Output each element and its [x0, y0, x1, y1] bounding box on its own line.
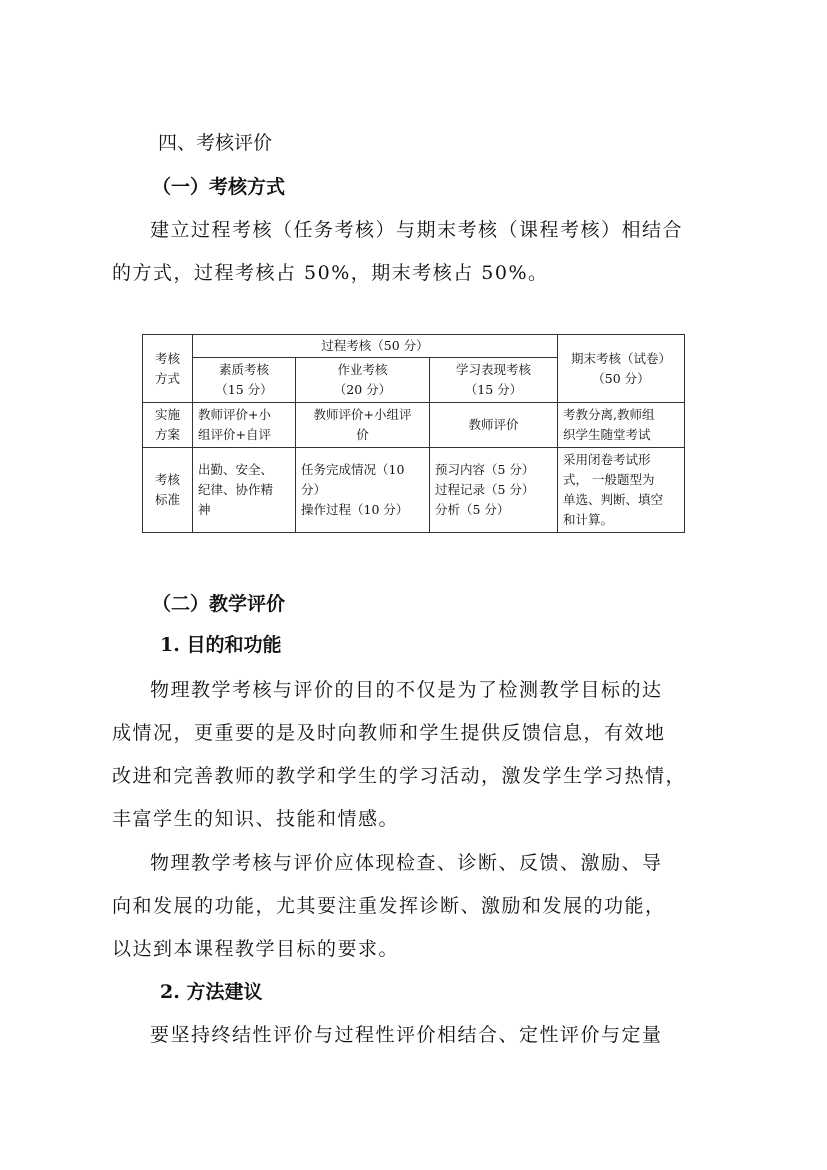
cell-std-final	[558, 448, 685, 533]
cell-impl-homework	[296, 403, 430, 448]
assessment-table	[142, 334, 685, 533]
cell-std-quality	[193, 448, 296, 533]
row-label-text: 标准	[154, 492, 180, 507]
paragraph-line: 要坚持终结性评价与过程性评价相结合、定性评价与定量	[150, 1024, 663, 1046]
header-text: 方式	[154, 370, 180, 386]
cell-text: 织学生随堂考试	[563, 427, 651, 442]
subheader-homework	[296, 358, 430, 403]
header-process-assessment: 过程考核（50 分）	[193, 335, 558, 358]
intro-line-1: 建立过程考核（任务考核）与期末考核（课程考核）相结合	[150, 219, 684, 241]
cell-text: 采用闭卷考试形	[563, 452, 651, 467]
cell-impl-final	[558, 403, 685, 448]
paragraph-line: 以达到本课程教学目标的要求。	[112, 938, 400, 960]
section-heading: 四、考核评价	[158, 132, 273, 154]
cell-std-performance	[430, 448, 558, 533]
cell-impl-performance: 教师评价	[430, 403, 558, 448]
cell-text: 任务完成情况（10	[301, 462, 405, 477]
subheader-text: 作业考核	[337, 362, 388, 377]
subheader-text: （15 分）	[215, 382, 273, 397]
header-final-assessment	[558, 335, 685, 403]
header-text: 期末考核（试卷）	[570, 350, 671, 366]
table-header-row	[143, 335, 685, 358]
row-label-text: 实施	[154, 407, 180, 422]
cell-text: 价	[356, 427, 369, 442]
cell-text: 考教分离,教师组	[563, 407, 655, 422]
subheader-quality	[193, 358, 296, 403]
paragraph-line: 物理教学考核与评价应体现检查、诊断、反馈、激励、导	[150, 852, 663, 874]
cell-text: 组评价+自评	[198, 427, 271, 442]
paragraph-line: 向和发展的功能，尤其要注重发挥诊断、激励和发展的功能，	[112, 895, 666, 917]
paragraph-line: 物理教学考核与评价的目的不仅是为了检测教学目标的达	[150, 679, 663, 701]
subheader-text: （15 分）	[464, 382, 523, 397]
cell-impl-quality	[193, 403, 296, 448]
table-row-implementation	[143, 403, 685, 448]
row-label-standard	[143, 448, 193, 533]
subheader-performance	[430, 358, 558, 403]
cell-text: 出勤、安全、	[198, 462, 274, 477]
subheader-text: （20 分）	[333, 382, 392, 397]
cell-text: 纪律、协作精	[198, 482, 274, 497]
subsection-heading-assessment-method: （一）考核方式	[152, 176, 286, 198]
paragraph-line: 丰富学生的知识、技能和情感。	[112, 808, 400, 830]
row-label-implementation	[143, 403, 193, 448]
intro-line-2: 的方式，过程考核占 50%，期末考核占 50%。	[112, 262, 549, 284]
header-text: （50 分）	[592, 370, 650, 386]
cell-text: 分析（5 分）	[435, 502, 510, 517]
cell-text: 分）	[301, 482, 327, 497]
item-title-purpose: 1. 目的和功能	[160, 634, 282, 656]
cell-std-homework	[296, 448, 430, 533]
paragraph-line: 成情况，更重要的是及时向教师和学生提供反馈信息，有效地	[112, 722, 666, 744]
cell-text: 神	[198, 502, 211, 517]
row-label-text: 考核	[154, 472, 180, 487]
subheader-text: 素质考核	[218, 362, 269, 377]
cell-text: 操作过程（10 分）	[301, 502, 409, 517]
cell-text: 单选、判断、填空	[563, 492, 664, 507]
row-label-text: 方案	[154, 427, 180, 442]
header-assessment-method	[143, 335, 193, 403]
cell-text: 预习内容（5 分）	[435, 462, 535, 477]
cell-text: 教师评价+小组评	[313, 407, 412, 422]
cell-text: 和计算。	[563, 512, 614, 527]
paragraph-line: 改进和完善教师的教学和学生的学习活动，激发学生学习热情，	[112, 765, 687, 787]
table-row-standard	[143, 448, 685, 533]
cell-text: 式， 一般题型为	[563, 472, 655, 487]
header-text: 考核	[154, 350, 180, 366]
subheader-text: 学习表现考核	[455, 362, 531, 377]
subsection-heading-teaching-evaluation: （二）教学评价	[152, 593, 286, 615]
cell-text: 过程记录（5 分）	[435, 482, 535, 497]
item-title-method: 2. 方法建议	[160, 981, 263, 1003]
cell-text: 教师评价+小	[198, 407, 271, 422]
